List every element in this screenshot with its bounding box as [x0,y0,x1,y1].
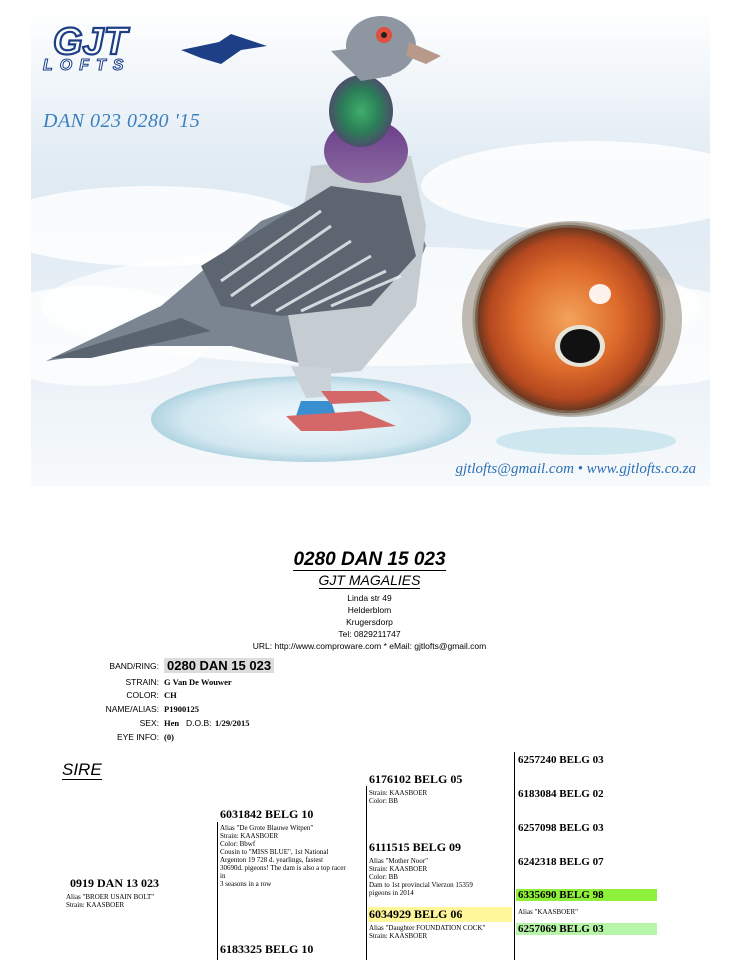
gen4-ring-5: 6335690 BELG 98 [516,889,657,901]
gen4-ring-4: 6242318 BELG 07 [518,856,604,868]
sire-heading: SIRE [62,760,102,779]
info-color [40,690,460,704]
gen2-ring-1: 6031842 BELG 10 [220,807,314,821]
gen3-ring-3: 6034929 BELG 06 [368,907,512,922]
pedigree-ring-title: 0280 DAN 15 023 [293,549,446,570]
pigeon-eye-closeup [462,221,682,417]
color-label: COLOR: [126,690,159,700]
poster-ring-title: DAN 023 0280 '15 [43,110,201,132]
info-strain [40,677,460,691]
gen3-desc-1: Strain: KAASBOER Color: BB [369,789,428,805]
color-value: CH [164,690,177,700]
info-band [40,658,460,675]
sex-value: Hen [164,718,180,728]
address-phone: Tel: 0829211747 [338,629,401,639]
gen3-desc-2: Alias "Mother Noor" Strain: KAASBOER Color: BB Dam to 1st provincial Vierzon 15359 pigeons in 2014 [369,857,473,897]
poster-contact: gjtlofts@gmail.com • www.gjtlofts.co.za [455,461,696,477]
pigeon-photo [31,6,710,486]
logo-sub-text: LOFTS [43,57,131,74]
eye-label: EYE INFO: [116,732,159,742]
info-eye [40,732,460,746]
band-value: 0280 DAN 15 023 [164,658,274,673]
strain-label: STRAIN: [125,677,159,687]
dob-value: 1/29/2015 [215,718,250,728]
strain-value: G Van De Wouwer [164,677,232,687]
name-label: NAME/ALIAS: [105,704,159,714]
pigeon-photo-poster [31,6,710,486]
gen4-ring-1: 6257240 BELG 03 [518,754,604,766]
info-sex [40,718,460,732]
band-label: BAND/RING: [109,661,159,671]
pedigree-loft-name: GJT MAGALIES [318,572,421,588]
address-line-3: Krugersdorp [346,617,393,627]
dob-label: D.O.B: [186,718,212,728]
tree-line-gen4 [514,752,515,960]
gen2-ring-2: 6183325 BELG 10 [220,942,314,956]
gen4-ring-6: 6257069 BELG 03 [516,923,657,935]
address-url-email: URL: http://www.comproware.com * eMail: gjtlofts@gmail.com [252,641,487,651]
gen4-ring-3: 6257098 BELG 03 [518,822,604,834]
logo-main-text: GJT [53,21,127,63]
address-line-1: Linda str 49 [347,593,392,603]
info-name [40,704,460,718]
address-line-2: Helderblom [347,605,392,615]
gen4-ring-2: 6183084 BELG 02 [518,788,604,800]
eye-value: (0) [164,732,174,742]
gen3-ring-2: 6111515 BELG 09 [369,840,462,854]
name-value: P1900125 [164,704,199,714]
sex-label: SEX: [139,718,159,728]
tree-line-gen3 [366,786,367,960]
gen3-ring-1: 6176102 BELG 05 [369,772,463,786]
sire-desc: Alias "BROER USAIN BOLT" Strain: KAASBOER [66,893,155,909]
gen3-desc-3: Alias "Daughter FOUNDATION COCK" Strain: KAASBOER [369,924,486,940]
gen2-desc-1: Alias "De Grote Blauwe Witpen" Strain: KAASBOER Color: Bbwf Cousin to "MISS BLUE", 1st National Argenton 19 728 d. yearlings, fastest 30690d. pigeons! The dam is also a top racer in 3 seasons in a row [220,824,346,888]
tree-line-gen2 [217,822,218,960]
gen4-desc-5: Alias "KAASBOER" [518,908,578,916]
sire-ring: 0919 DAN 13 023 [70,876,159,890]
